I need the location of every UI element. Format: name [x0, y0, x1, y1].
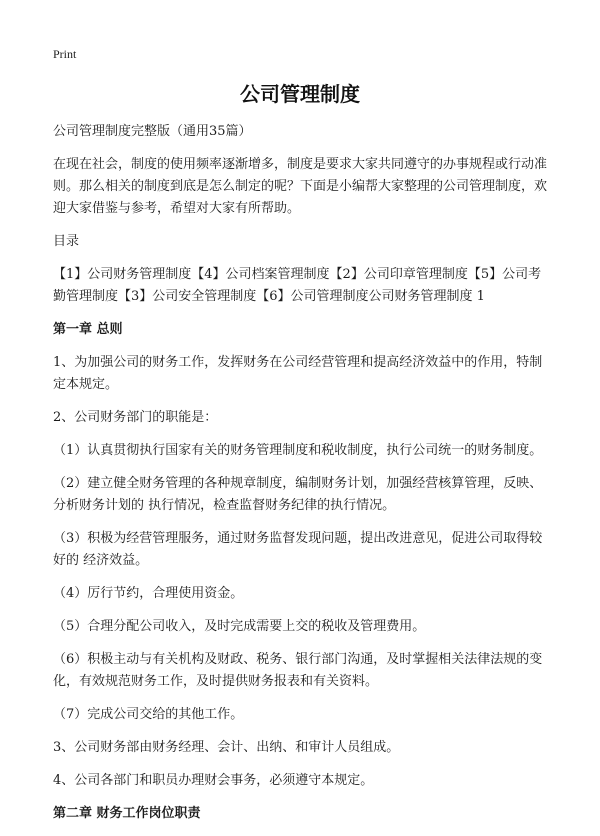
- paragraph: （6）积极主动与有关机构及财政、税务、银行部门沟通，及时掌握相关法律法规的变化，有效规范财务工作，及时提供财务报表和有关资料。: [53, 652, 543, 689]
- paragraph: 3、公司财务部由财务经理、会计、出纳、和审计人员组成。: [53, 740, 400, 755]
- document-subtitle: 公司管理制度完整版（通用35篇）: [53, 124, 252, 139]
- page-title: 公司管理制度: [240, 82, 360, 106]
- chapter-1-heading: 第一章 总则: [53, 322, 123, 337]
- paragraph: （7）完成公司交给的其他工作。: [53, 707, 244, 722]
- print-label: Print: [53, 47, 77, 61]
- paragraph: （1）认真贯彻执行国家有关的财务管理制度和税收制度，执行公司统一的财务制度。: [53, 443, 543, 458]
- toc-heading: 目录: [53, 234, 80, 249]
- paragraph: （2）建立健全财务管理的各种规章制度，编制财务计划，加强经营核算管理，反映、分析财务计划的 执行情况，检查监督财务纪律的执行情况。: [53, 476, 543, 513]
- document-body: [53, 121, 553, 836]
- paragraph: 4、公司各部门和职员办理财会事务，必须遵守本规定。: [53, 773, 374, 788]
- paragraph: 2、公司财务部门的职能是：: [53, 410, 218, 425]
- toc-entries: 【1】公司财务管理制度【4】公司档案管理制度【2】公司印章管理制度【5】公司考勤管理制度【3】公司安全管理制度【6】公司管理制度公司财务管理制度 1: [53, 267, 542, 304]
- intro-paragraph: 在现在社会，制度的使用频率逐渐增多，制度是要求大家共同遵守的办事规程或行动准则。那么相关的制度到底是怎么制定的呢？下面是小编帮大家整理的公司管理制度，欢迎大家借鉴与参考，希望对大家有所帮助。: [53, 157, 548, 216]
- paragraph: 1、为加强公司的财务工作，发挥财务在公司经营管理和提高经济效益中的作用，特制定本规定。: [53, 355, 543, 392]
- paragraph: （4）厉行节约，合理使用资金。: [53, 586, 244, 601]
- paragraph: （5）合理分配公司收入，及时完成需要上交的税收及管理费用。: [53, 619, 426, 634]
- chapter-2-heading: 第二章 财务工作岗位职责: [53, 806, 201, 821]
- paragraph: （3）积极为经营管理服务，通过财务监督发现问题，提出改进意见，促进公司取得较好的 经济效益。: [53, 531, 543, 568]
